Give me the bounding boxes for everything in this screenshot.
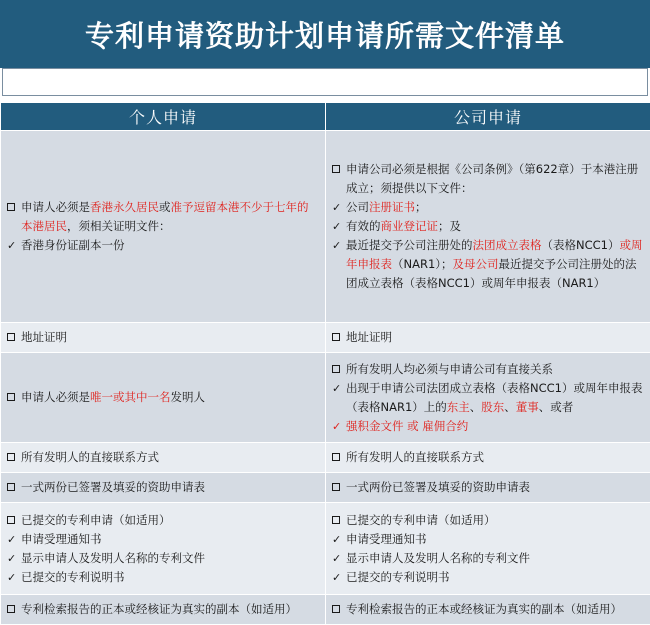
table-row bbox=[1, 353, 650, 443]
checkbox-icon bbox=[7, 483, 15, 491]
checkbox-icon bbox=[7, 453, 15, 461]
text-segment: 香港身份证副本一份 bbox=[21, 238, 125, 252]
checkmark-icon: ✓ bbox=[7, 533, 16, 546]
text-segment: 已提交的专利申请（如适用） bbox=[21, 513, 171, 527]
checkbox-icon bbox=[7, 333, 15, 341]
checkmark-icon: ✓ bbox=[7, 571, 16, 584]
company-cell bbox=[326, 473, 650, 503]
personal-cell bbox=[1, 323, 326, 353]
checklist-item bbox=[7, 600, 319, 619]
text-segment: 出现于申请公司法团成立表格（表格NCC1）或周年申报表（表格NAR1）上的 bbox=[346, 381, 642, 414]
highlight-text: 注册证书 bbox=[369, 200, 415, 214]
highlight-text: 商业登记证 bbox=[381, 219, 439, 233]
text-segment: 发明人 bbox=[171, 390, 206, 404]
checkbox-icon bbox=[332, 516, 340, 524]
text-segment: 或 bbox=[159, 200, 171, 214]
item-text bbox=[346, 530, 644, 549]
personal-cell bbox=[1, 503, 326, 595]
checkmark-icon: ✓ bbox=[7, 552, 16, 565]
company-cell bbox=[326, 595, 650, 625]
checkmark-icon: ✓ bbox=[332, 201, 341, 214]
item-text bbox=[346, 568, 644, 587]
checkbox-icon bbox=[332, 483, 340, 491]
item-text bbox=[21, 388, 319, 407]
text-segment: 申请受理通知书 bbox=[21, 532, 102, 546]
header-company: 公司申请 bbox=[326, 103, 650, 131]
item-text bbox=[21, 530, 319, 549]
checklist-item bbox=[7, 198, 319, 236]
checklist-item bbox=[7, 478, 319, 497]
item-text bbox=[21, 448, 319, 467]
checkmark-icon: ✓ bbox=[332, 420, 341, 433]
item-text bbox=[21, 328, 319, 347]
table-row bbox=[1, 323, 650, 353]
text-segment: 显示申请人及发明人名称的专利文件 bbox=[346, 551, 530, 565]
checklist-subitem bbox=[7, 236, 319, 255]
text-segment: （表格NCC1） bbox=[542, 238, 620, 252]
text-segment: ；及 bbox=[438, 219, 461, 233]
text-segment: 已提交的专利申请（如适用） bbox=[346, 513, 496, 527]
highlight-text: 或周年申报表 bbox=[346, 238, 642, 271]
personal-cell bbox=[1, 353, 326, 443]
item-text bbox=[346, 360, 644, 379]
item-text bbox=[346, 236, 644, 293]
text-segment: 有效的 bbox=[346, 219, 381, 233]
item-text bbox=[346, 217, 644, 236]
text-segment: ； bbox=[415, 200, 427, 214]
item-text bbox=[346, 198, 644, 217]
company-cell bbox=[326, 131, 650, 323]
checklist-subitem bbox=[7, 530, 319, 549]
highlight-text: 股东 bbox=[481, 400, 504, 414]
item-text bbox=[21, 478, 319, 497]
checklist-item bbox=[332, 360, 644, 379]
highlight-text: 董事 bbox=[516, 400, 539, 414]
checklist-subitem bbox=[332, 530, 644, 549]
text-segment: 专利检索报告的正本或经核证为真实的副本（如适用） bbox=[346, 602, 622, 616]
text-segment: 地址证明 bbox=[346, 330, 392, 344]
checklist-item bbox=[7, 448, 319, 467]
text-segment: ，须相关证明文件： bbox=[67, 219, 171, 233]
highlight-text: 东主 bbox=[447, 400, 470, 414]
checkmark-icon: ✓ bbox=[332, 239, 341, 252]
item-text bbox=[346, 478, 644, 497]
highlight-text: 法团成立表格 bbox=[473, 238, 542, 252]
checklist-item bbox=[7, 328, 319, 347]
item-text bbox=[21, 600, 319, 619]
checklist-item bbox=[332, 511, 644, 530]
company-cell bbox=[326, 323, 650, 353]
personal-cell bbox=[1, 131, 326, 323]
checklist-item bbox=[332, 600, 644, 619]
checkbox-icon bbox=[7, 203, 15, 211]
checkmark-icon: ✓ bbox=[332, 571, 341, 584]
highlight-text: 强积金文件 或 雇佣合约 bbox=[346, 419, 468, 433]
text-segment: 显示申请人及发明人名称的专利文件 bbox=[21, 551, 205, 565]
item-text bbox=[346, 448, 644, 467]
text-segment: 申请公司必须是根据《公司条例》（第622章）于本港注册成立；须提供以下文件： bbox=[346, 162, 638, 195]
text-segment: 已提交的专利说明书 bbox=[346, 570, 450, 584]
checkbox-icon bbox=[332, 333, 340, 341]
text-segment: 、或者 bbox=[539, 400, 574, 414]
table-row bbox=[1, 503, 650, 595]
text-segment: 申请人必须是 bbox=[21, 390, 90, 404]
item-text bbox=[346, 160, 644, 198]
text-segment: 最近提交予公司注册处的法团成立表格（表格NCC1）或周年申报表（NAR1） bbox=[346, 257, 637, 290]
checklist-table bbox=[0, 102, 650, 625]
highlight-text: 唯一或其中一名 bbox=[90, 390, 171, 404]
text-segment: 申请人必须是 bbox=[21, 200, 90, 214]
checkmark-icon: ✓ bbox=[332, 220, 341, 233]
text-segment: 所有发明人均必须与申请公司有直接关系 bbox=[346, 362, 553, 376]
text-segment: 一式两份已签署及填妥的资助申请表 bbox=[346, 480, 530, 494]
text-segment: 已提交的专利说明书 bbox=[21, 570, 125, 584]
checkbox-icon bbox=[332, 605, 340, 613]
text-segment: 公司 bbox=[346, 200, 369, 214]
checkbox-icon bbox=[332, 453, 340, 461]
header-personal: 个人申请 bbox=[1, 103, 326, 131]
text-segment: 所有发明人的直接联系方式 bbox=[346, 450, 484, 464]
checklist-subitem bbox=[332, 198, 644, 217]
item-text bbox=[21, 198, 319, 236]
checklist-subitem bbox=[332, 549, 644, 568]
text-segment: 申请受理通知书 bbox=[346, 532, 427, 546]
highlight-text: 准予逗留本港不少于七年的本港居民 bbox=[21, 200, 309, 233]
blank-row bbox=[2, 68, 648, 96]
item-text bbox=[346, 328, 644, 347]
checkbox-icon bbox=[7, 605, 15, 613]
item-text bbox=[346, 549, 644, 568]
checklist-subitem bbox=[332, 217, 644, 236]
checklist-subitem bbox=[7, 549, 319, 568]
checkmark-icon: ✓ bbox=[332, 552, 341, 565]
table-row bbox=[1, 595, 650, 625]
checklist-item bbox=[332, 328, 644, 347]
checklist-item bbox=[332, 448, 644, 467]
item-text bbox=[346, 600, 644, 619]
text-segment: 一式两份已签署及填妥的资助申请表 bbox=[21, 480, 205, 494]
checkbox-icon bbox=[332, 165, 340, 173]
item-text bbox=[21, 511, 319, 530]
table-row bbox=[1, 473, 650, 503]
checkmark-icon: ✓ bbox=[7, 239, 16, 252]
checklist-item bbox=[7, 511, 319, 530]
text-segment: 专利检索报告的正本或经核证为真实的副本（如适用） bbox=[21, 602, 297, 616]
page-title: 专利申请资助计划申请所需文件清单 bbox=[0, 0, 650, 68]
highlight-text: 及母公司 bbox=[453, 257, 499, 271]
text-segment: 地址证明 bbox=[21, 330, 67, 344]
checkbox-icon bbox=[7, 516, 15, 524]
company-cell bbox=[326, 503, 650, 595]
text-segment: 所有发明人的直接联系方式 bbox=[21, 450, 159, 464]
checklist-subitem bbox=[332, 417, 644, 436]
table-row bbox=[1, 443, 650, 473]
text-segment: 、 bbox=[470, 400, 482, 414]
personal-cell bbox=[1, 473, 326, 503]
checkbox-icon bbox=[332, 365, 340, 373]
highlight-text: 香港永久居民 bbox=[90, 200, 159, 214]
checklist-item bbox=[7, 388, 319, 407]
checklist-item bbox=[332, 478, 644, 497]
personal-cell bbox=[1, 443, 326, 473]
company-cell bbox=[326, 443, 650, 473]
item-text bbox=[346, 511, 644, 530]
checklist-subitem bbox=[332, 568, 644, 587]
item-text bbox=[346, 379, 644, 417]
checkbox-icon bbox=[7, 393, 15, 401]
company-cell bbox=[326, 353, 650, 443]
text-segment: （NAR1）； bbox=[392, 257, 453, 271]
item-text bbox=[21, 568, 319, 587]
table-row bbox=[1, 131, 650, 323]
text-segment: 、 bbox=[504, 400, 516, 414]
checkmark-icon: ✓ bbox=[332, 533, 341, 546]
checklist-subitem bbox=[332, 236, 644, 293]
text-segment: 最近提交予公司注册处的 bbox=[346, 238, 473, 252]
item-text bbox=[21, 236, 319, 255]
item-text bbox=[346, 417, 644, 436]
personal-cell bbox=[1, 595, 326, 625]
checklist-subitem bbox=[332, 379, 644, 417]
checkmark-icon: ✓ bbox=[332, 382, 341, 395]
checklist-item bbox=[332, 160, 644, 198]
item-text bbox=[21, 549, 319, 568]
checklist-subitem bbox=[7, 568, 319, 587]
